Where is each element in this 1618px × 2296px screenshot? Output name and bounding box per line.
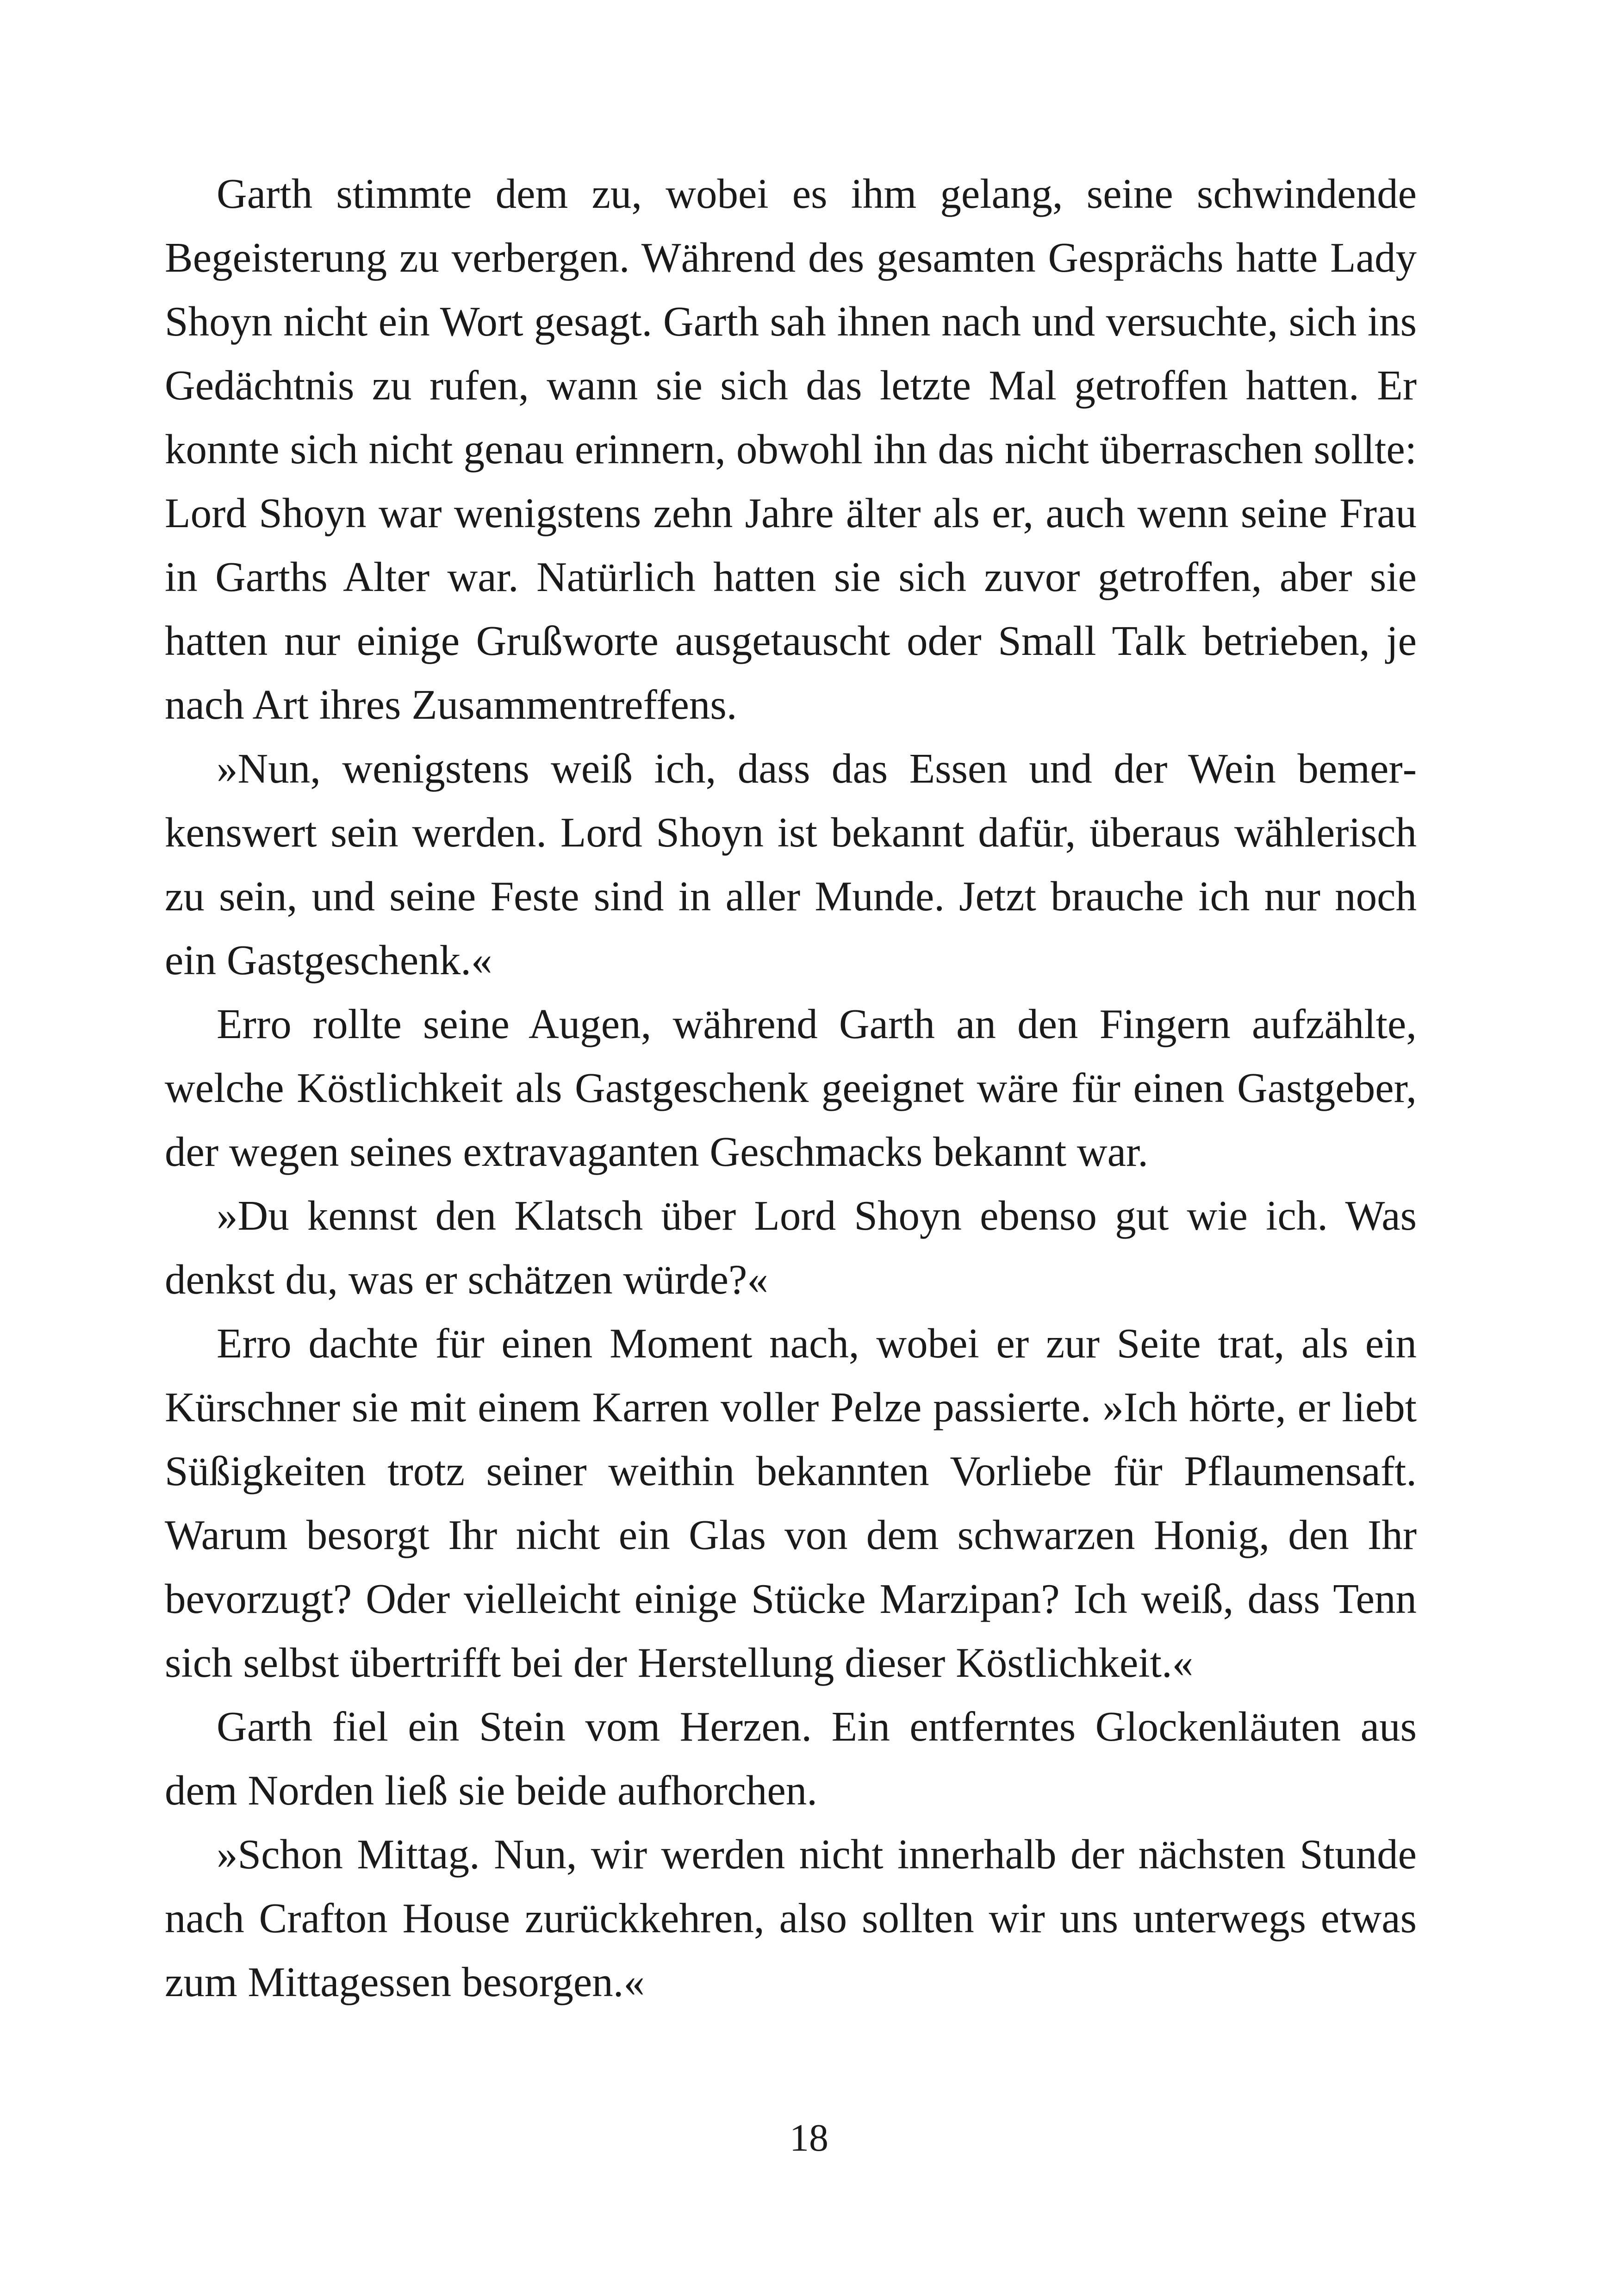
paragraph: »Nun, wenigstens weiß ich, dass das Essen und der Wein bemerkenswert sein werden. Lord Shoyn ist bekannt dafür, überaus wählerisch zu sein, und seine Feste sind in aller Munde. Jetzt brauche ich nur noch ein Gastgeschenk.« xyxy=(165,745,1417,983)
paragraph: »Du kennst den Klatsch über Lord Shoyn ebenso gut wie ich. Was denkst du, was er schätzen würde?« xyxy=(165,1192,1417,1303)
paragraph: Garth fiel ein Stein vom Herzen. Ein entferntes Glockenläuten aus dem Norden ließ sie beide aufhorchen. xyxy=(165,1703,1417,1814)
body-text xyxy=(165,162,1417,2014)
paragraph: Erro rollte seine Augen, während Garth an den Fingern aufzählte, welche Köstlichkeit als Gastgeschenk geeignet wäre für einen Gastgeber, der wegen seines extravaganten Geschmacks bekannt war. xyxy=(165,1001,1417,1175)
page-number: 18 xyxy=(790,2116,828,2159)
paragraph: Erro dachte für einen Moment nach, wobei er zur Seite trat, als ein Kürschner sie mit einem Karren voller Pelze passierte. »Ich hörte, er liebt Süßigkeiten trotz seiner weithin bekannten Vorliebe für Pflaumensaft. Warum besorgt Ihr nicht ein Glas von dem schwarzen Honig, den Ihr bevorzugt? Oder vielleicht einige Stücke Marzipan? Ich weiß, dass Tenn sich selbst übertrifft bei der Herstellung dieser Köstlichkeit.« xyxy=(165,1320,1417,1686)
paragraph: Garth stimmte dem zu, wobei es ihm gelang, seine schwindende Begeisterung zu verbergen. Während des gesamten Gesprächs hatte Lady Shoyn nicht ein Wort gesagt. Garth sah ihnen nach und versuchte, sich ins Gedächtnis zu rufen, wann sie sich das letzte Mal getroffen hatten. Er konnte sich nicht genau erinnern, obwohl ihn das nicht überraschen sollte: Lord Shoyn war wenigstens zehn Jahre älter als er, auch wenn seine Frau in Garths Alter war. Natürlich hatten sie sich zuvor getroffen, aber sie hatten nur einige Grußworte ausgetauscht oder Small Talk betrieben, je nach Art ihres Zusammentreffens. xyxy=(165,170,1417,728)
paragraph: »Schon Mittag. Nun, wir werden nicht innerhalb der nächsten Stunde nach Crafton House zurückkehren, also sollten wir uns unterwegs etwas zum Mittagessen besorgen.« xyxy=(165,1831,1417,2005)
